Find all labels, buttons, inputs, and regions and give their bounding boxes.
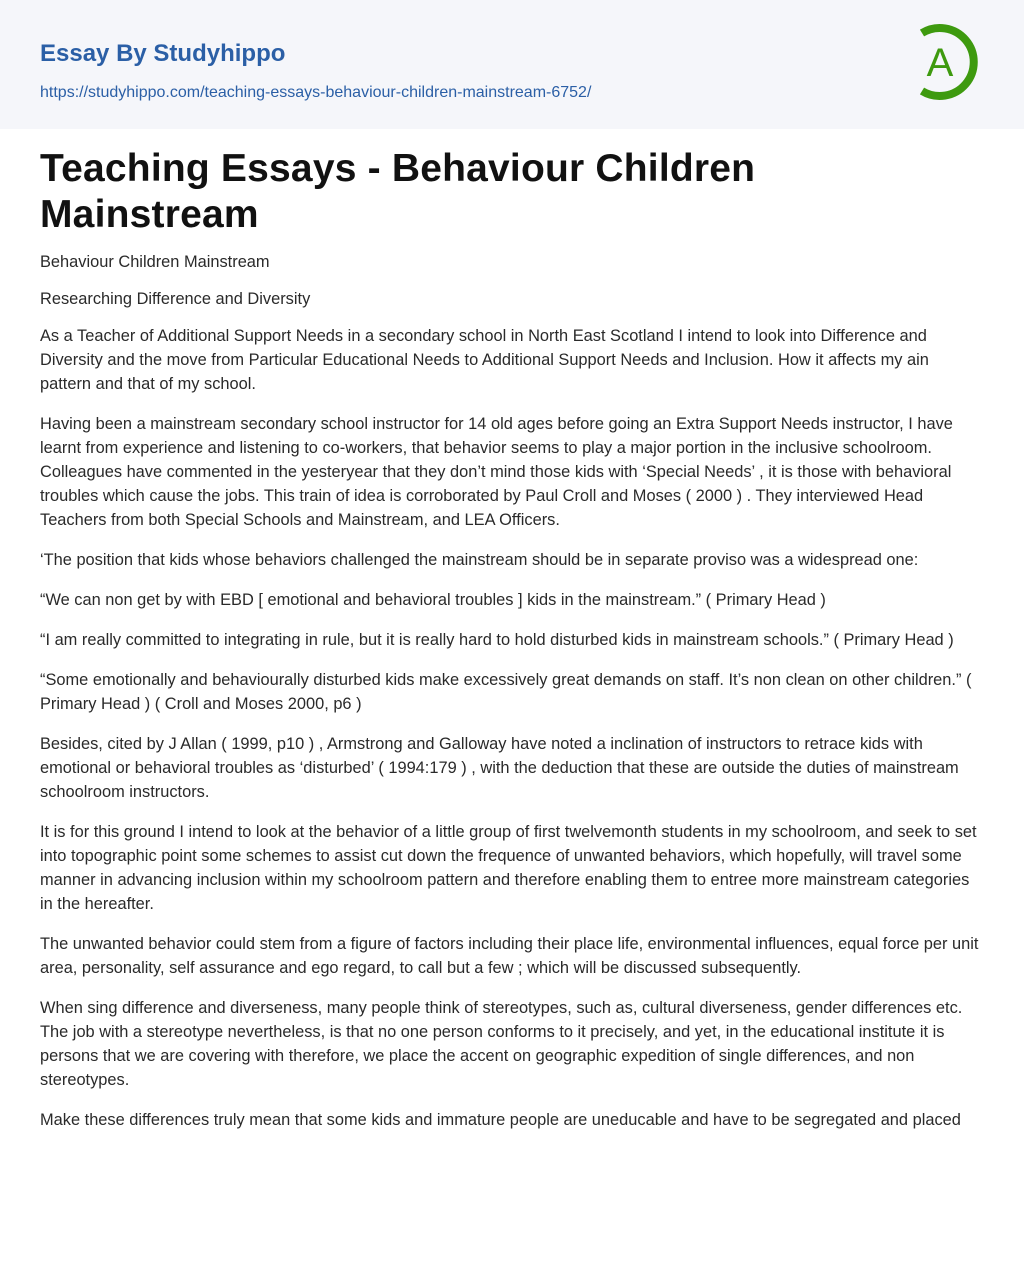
brand-title: Essay By Studyhippo [40,40,286,67]
svg-text:A: A [926,41,954,85]
article-subtitle: Behaviour Children Mainstream [40,253,270,271]
paragraph: Besides, cited by J Allan ( 1999, p10 ) , Armstrong and Galloway have noted a inclination of instructors to retrace kids with emotional or behavioral troubles as ‘disturbed’ ( 1994:179 ) , with the deduction that these are outside the duties of mainstream schoolroom instructors. [40,735,959,801]
paragraph: ‘The position that kids whose behaviors challenged the mainstream should be in separate proviso was a widespread one: [40,551,919,569]
paragraph: It is for this ground I intend to look at the behavior of a little group of first twelvemonth students in my schoolroom, and seek to set into topographic point some schemes to assist cut down the frequence of unwanted behaviors, which hopefully, will travel some manner in advancing inclusion within my schoolroom pattern and therefore enabling them to entree more mainstream categories in the hereafter. [40,823,977,913]
article-url-link[interactable]: https://studyhippo.com/teaching-essays-behaviour-children-mainstream-6752/ [40,84,592,101]
quote-paragraph: “I am really committed to integrating in rule, but it is really hard to hold disturbed kids in mainstream schools.” ( Primary Head ) [40,631,954,649]
paragraph: When sing difference and diverseness, many people think of stereotypes, such as, cultural diverseness, gender differences etc. The job with a stereotype nevertheless, is that no one person conforms to it precisely, and yet, in the educational institute it is persons that we are covering with therefore, we place the accent on geographic expedition of single differences, and non stereotypes. [40,999,963,1089]
paragraph: Make these differences truly mean that some kids and immature people are uneducable and have to be segregated and placed [40,1111,961,1129]
page-title: Teaching Essays - Behaviour Children Mainstream [40,147,756,236]
article-subtitle: Researching Difference and Diversity [40,290,311,308]
paragraph: The unwanted behavior could stem from a figure of factors including their place life, environmental influences, equal force per unit area, personality, self assurance and ego regard, to call but a few ; which will be discussed subsequently. [40,935,979,977]
studyhippo-logo-icon[interactable] [912,19,986,105]
paragraph: Having been a mainstream secondary school instructor for 14 old ages before going an Extra Support Needs instructor, I have learnt from experience and listening to co-workers, that behavior seems to play a major portion in the inclusive schoolroom. Colleagues have commented in the yesteryear that they don’t mind those kids with ‘Special Needs’ , it is those with behavioral troubles which cause the jobs. This train of idea is corroborated by Paul Croll and Moses ( 2000 ) . They interviewed Head Teachers from both Special Schools and Mainstream, and LEA Officers. [40,415,953,529]
paragraph: As a Teacher of Additional Support Needs in a secondary school in North East Scotland I intend to look into Difference and Diversity and the move from Particular Educational Needs to Additional Support Needs and Inclusion. How it affects my ain pattern and that of my school. [40,327,929,393]
quote-paragraph: “Some emotionally and behaviourally disturbed kids make excessively great demands on staff. It’s non clean on other children.” ( Primary Head ) ( Croll and Moses 2000, p6 ) [40,671,972,713]
quote-paragraph: “We can non get by with EBD [ emotional and behavioral troubles ] kids in the mainstream.” ( Primary Head ) [40,591,826,609]
article [0,129,1024,1132]
site-header [0,0,1024,129]
